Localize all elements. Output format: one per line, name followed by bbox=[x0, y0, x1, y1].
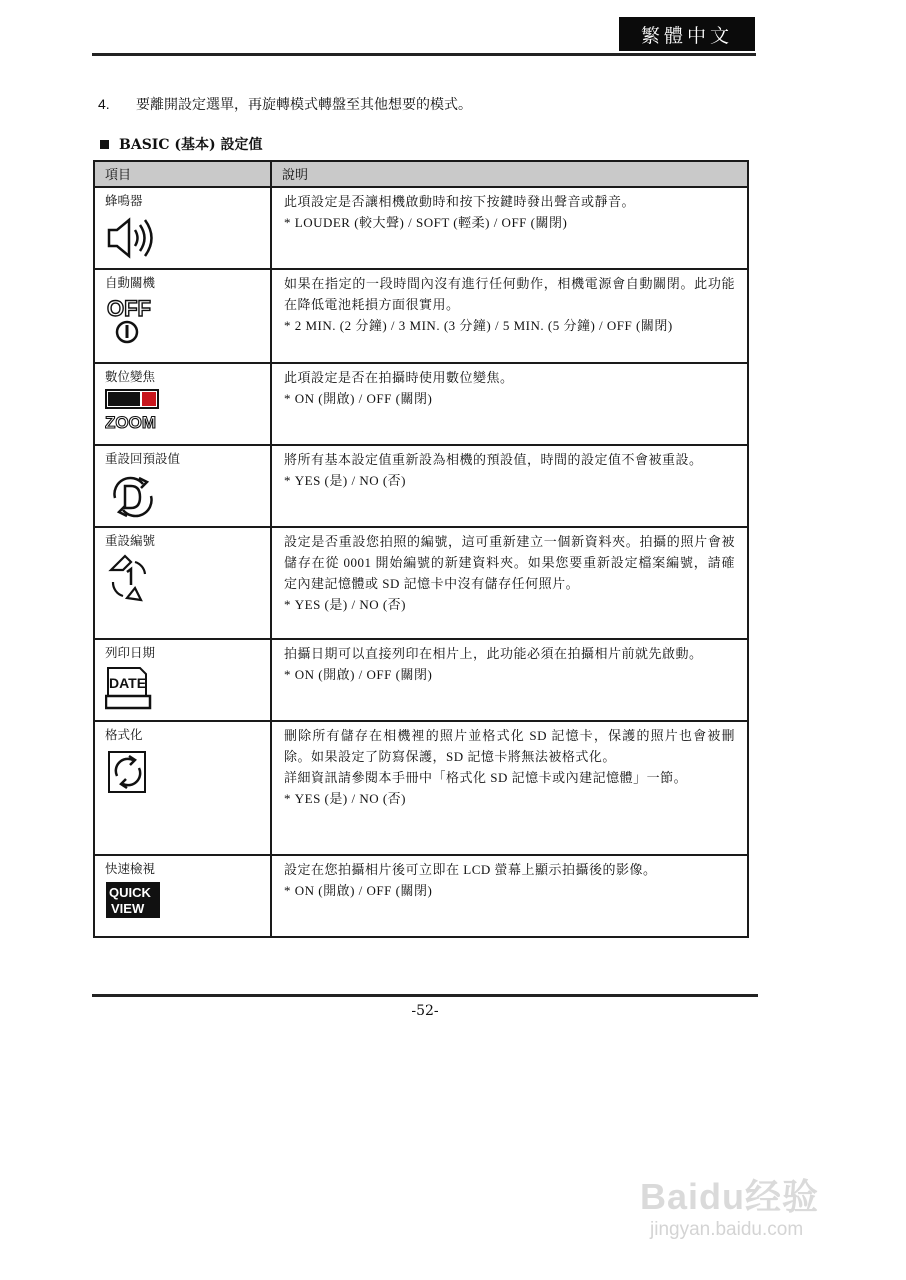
item-name: 重設編號 bbox=[105, 534, 156, 548]
icon-label: DATE bbox=[109, 675, 147, 691]
header-description: 說明 bbox=[271, 161, 748, 187]
step-text: 要離開設定選單，再旋轉模式轉盤至其他想要的模式。 bbox=[136, 97, 472, 113]
square-bullet-icon bbox=[100, 140, 109, 149]
description-cell bbox=[271, 721, 748, 855]
item-description: 此項設定是否讓相機啟動時和按下按鍵時發出聲音或靜音。 * LOUDER (較大聲) / SOFT (輕柔) / OFF (關閉) bbox=[284, 194, 636, 230]
description-cell bbox=[271, 639, 748, 721]
section-title-text: BASIC (基本) 設定值 bbox=[119, 137, 263, 153]
watermark bbox=[640, 1165, 860, 1265]
icon-label: QUICK bbox=[109, 885, 151, 900]
item-cell bbox=[94, 445, 271, 527]
watermark-logo: Baidu经验 bbox=[640, 1176, 820, 1217]
item-description: 設定是否重設您拍照的編號，這可重新建立一個新資料夾。拍攝的照片會被儲存在從 0001 開始編號的新建資料夾。如果您要重新設定檔案編號，請確定內建記憶體或 SD 記憶卡中沒有儲存任何照片。 * YES (是) / NO (否) bbox=[284, 534, 735, 612]
description-cell bbox=[271, 445, 748, 527]
item-cell bbox=[94, 721, 271, 855]
item-name: 重設回預設值 bbox=[105, 452, 181, 466]
icon-label: OFF bbox=[107, 296, 151, 321]
step-number: 4. bbox=[98, 96, 110, 112]
speaker-icon bbox=[105, 212, 161, 264]
table-row bbox=[94, 363, 748, 445]
item-name: 列印日期 bbox=[105, 646, 156, 660]
item-name: 蜂鳴器 bbox=[105, 194, 143, 208]
item-description: 此項設定是否在拍攝時使用數位變焦。 * ON (開啟) / OFF (關閉) bbox=[284, 370, 514, 406]
reset-number-icon bbox=[105, 552, 161, 604]
header-rule bbox=[92, 53, 756, 56]
description-cell bbox=[271, 527, 748, 639]
language-tab: 繁體中文 bbox=[619, 17, 755, 51]
icon-label: ZOOM bbox=[105, 413, 156, 432]
watermark-url: jingyan.baidu.com bbox=[650, 1219, 804, 1240]
footer-rule bbox=[92, 994, 758, 997]
basic-settings-table bbox=[93, 160, 749, 938]
item-description: 將所有基本設定值重新設為相機的預設值，時間的設定值不會被重設。 * YES (是) / NO (否) bbox=[284, 452, 703, 488]
item-cell bbox=[94, 269, 271, 363]
table-row bbox=[94, 269, 748, 363]
header-item: 項目 bbox=[94, 161, 271, 187]
item-description: 刪除所有儲存在相機裡的照片並格式化 SD 記憶卡，保護的照片也會被刪除。如果設定了防寫保護，SD 記憶卡將無法被格式化。 詳細資訊請參閱本手冊中「格式化 SD 記憶卡或內建記憶體」一節。 * YES (是) / NO (否) bbox=[284, 728, 735, 806]
item-name: 數位變焦 bbox=[105, 370, 156, 384]
item-name: 自動關機 bbox=[105, 276, 156, 290]
table-row bbox=[94, 187, 748, 269]
page-number: -52- bbox=[411, 1003, 439, 1019]
table-header-row bbox=[94, 161, 748, 187]
item-cell bbox=[94, 527, 271, 639]
table-row bbox=[94, 445, 748, 527]
table-row bbox=[94, 721, 748, 855]
item-cell bbox=[94, 363, 271, 445]
digital-zoom-icon bbox=[105, 388, 161, 440]
auto-off-icon bbox=[105, 294, 161, 346]
date-print-icon bbox=[105, 664, 161, 716]
item-cell bbox=[94, 187, 271, 269]
section-title bbox=[100, 134, 263, 154]
item-description: 拍攝日期可以直接列印在相片上，此功能必須在拍攝相片前就先啟動。 * ON (開啟) / OFF (關閉) bbox=[284, 646, 703, 682]
quick-view-icon bbox=[105, 880, 161, 932]
table-row bbox=[94, 527, 748, 639]
item-description: 設定在您拍攝相片後可立即在 LCD 螢幕上顯示拍攝後的影像。 * ON (開啟) / OFF (關閉) bbox=[284, 862, 657, 898]
description-cell bbox=[271, 855, 748, 937]
description-cell bbox=[271, 187, 748, 269]
format-icon bbox=[105, 746, 161, 798]
reset-default-icon bbox=[105, 470, 161, 522]
table-row bbox=[94, 639, 748, 721]
description-cell bbox=[271, 363, 748, 445]
table-row bbox=[94, 855, 748, 937]
item-cell bbox=[94, 639, 271, 721]
item-name: 格式化 bbox=[105, 728, 143, 742]
item-description: 如果在指定的一段時間內沒有進行任何動作，相機電源會自動關閉。此功能在降低電池耗損方面很實用。 * 2 MIN. (2 分鐘) / 3 MIN. (3 分鐘) / 5 MIN. (5 分鐘) / OFF (關閉) bbox=[284, 276, 735, 333]
item-cell bbox=[94, 855, 271, 937]
item-name: 快速檢視 bbox=[105, 862, 156, 876]
icon-label: VIEW bbox=[111, 901, 145, 916]
description-cell bbox=[271, 269, 748, 363]
step-instruction bbox=[98, 94, 472, 114]
